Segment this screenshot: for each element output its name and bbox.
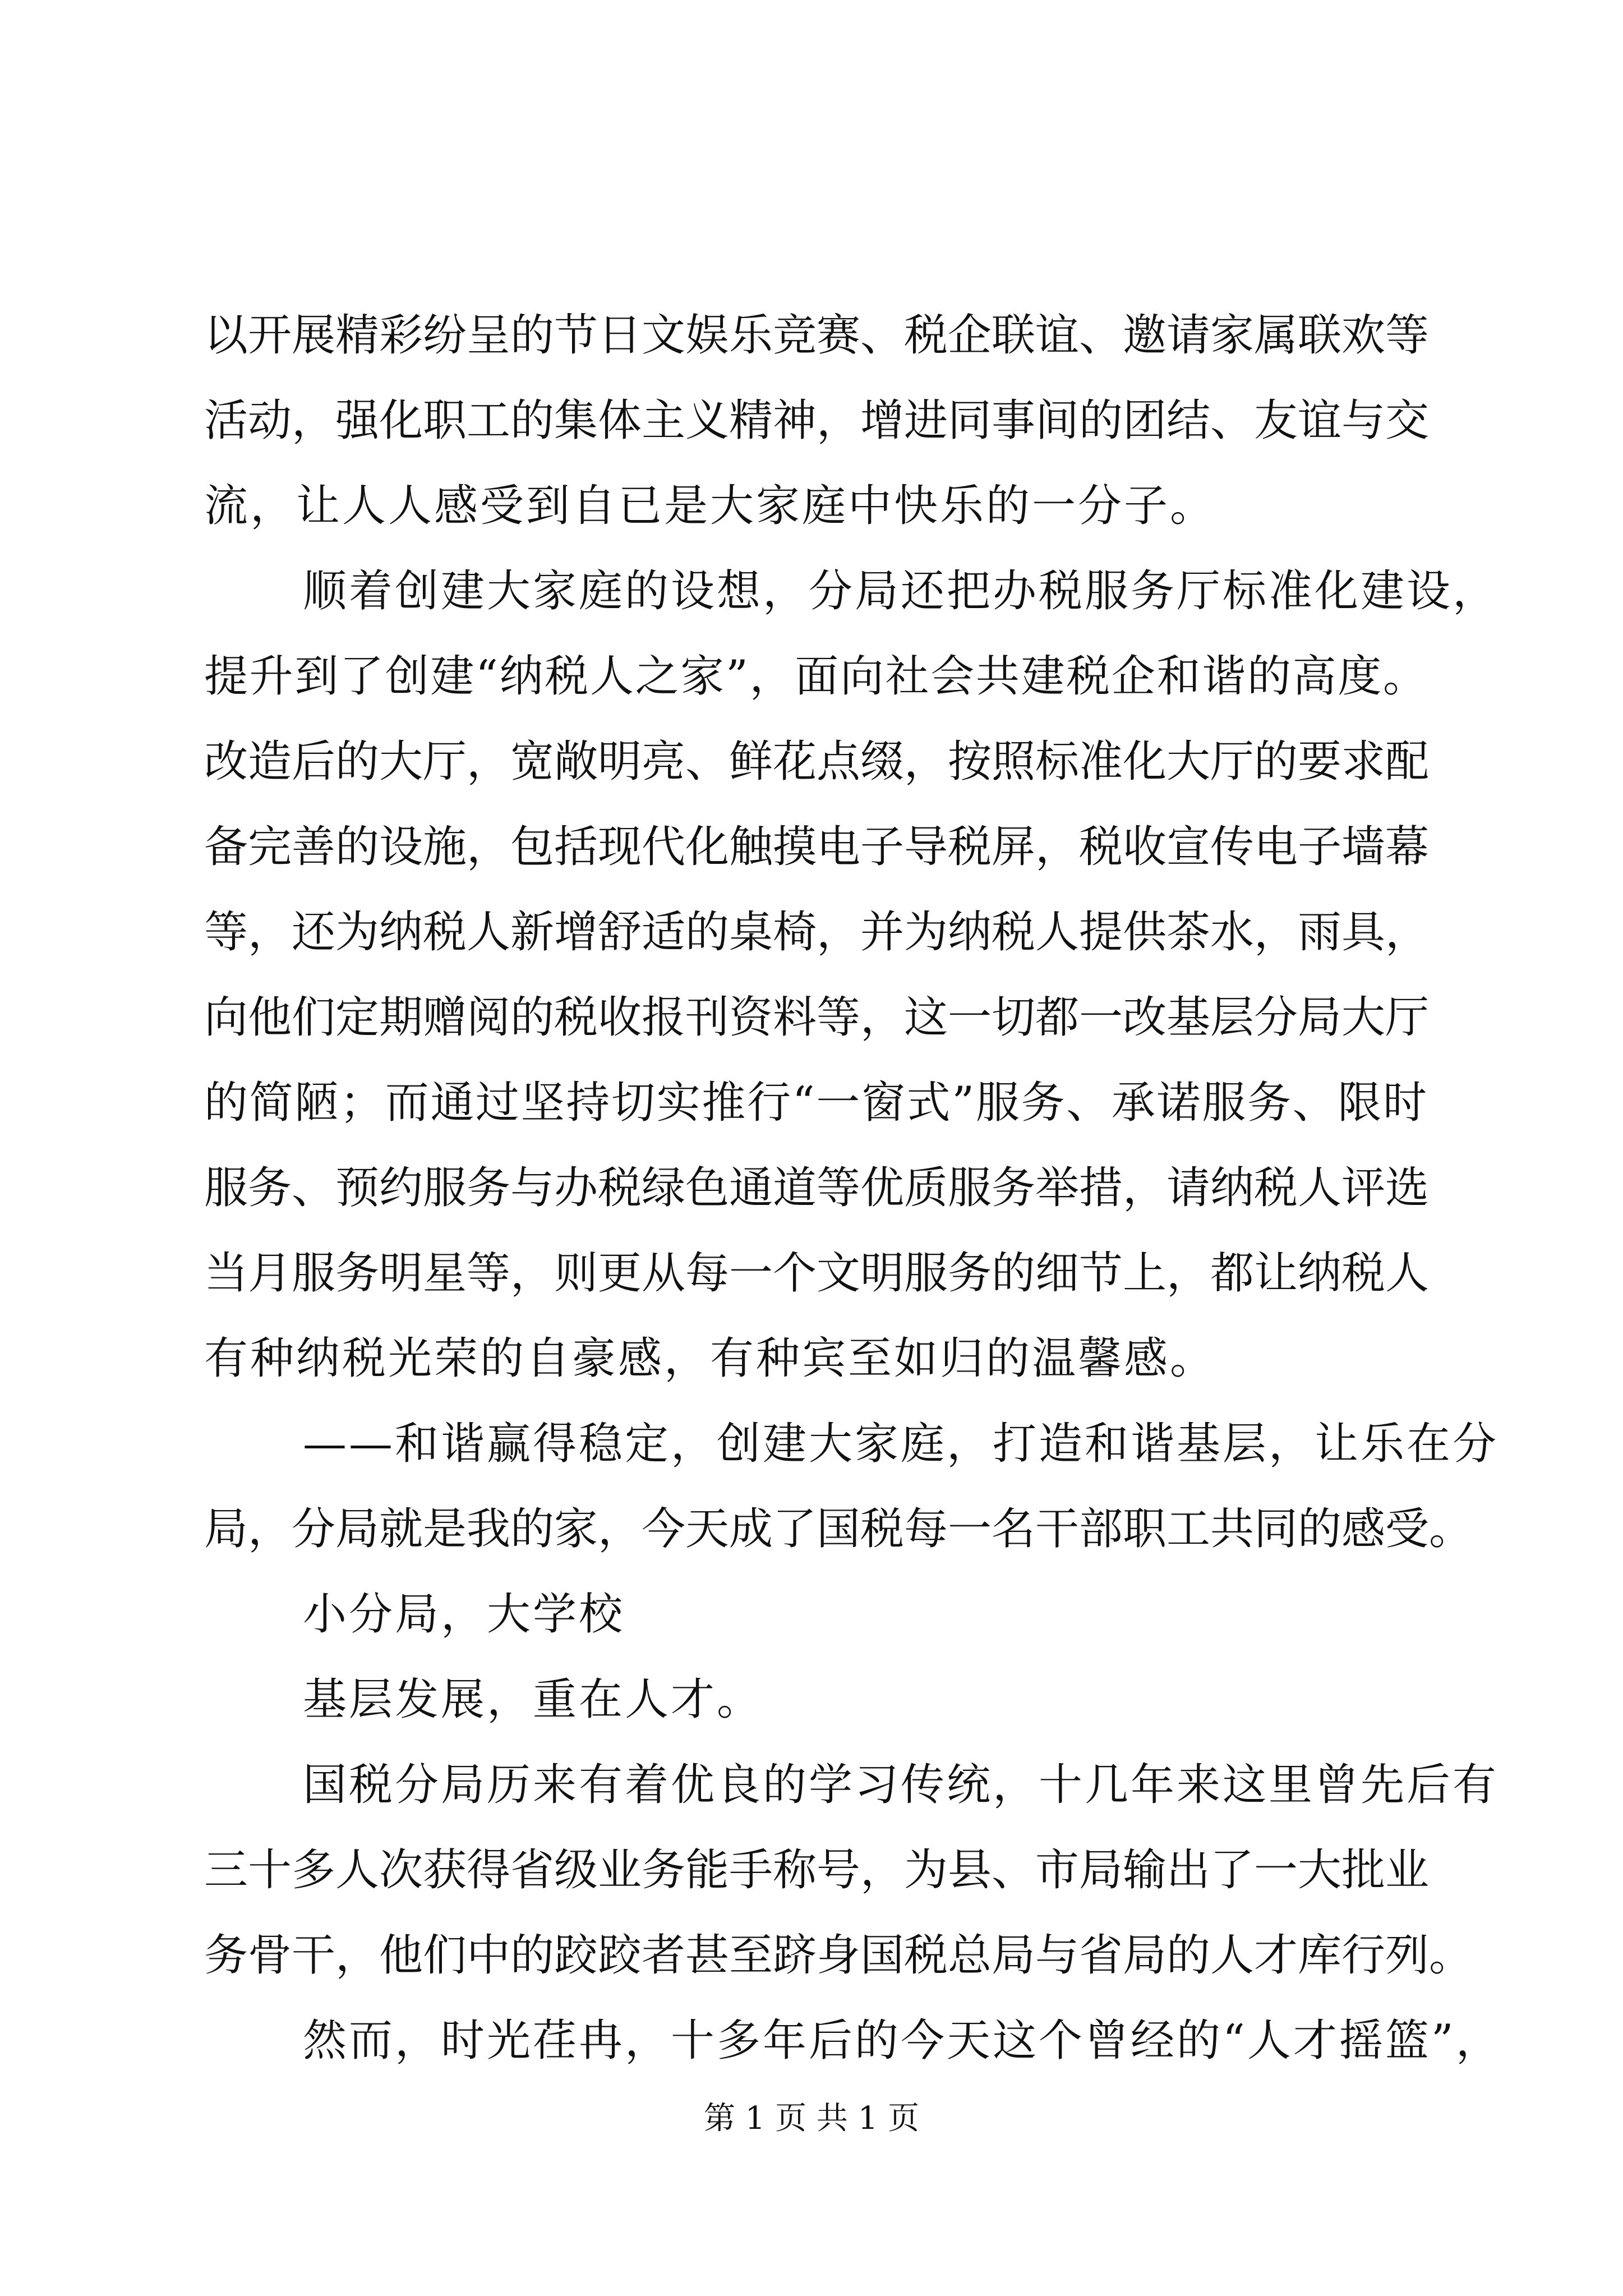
- text-line: 等，还为纳税人新增舒适的桌椅，并为纳税人提供茶水，雨具，: [204, 907, 1430, 958]
- page-footer: 第 1 页 共 1 页: [703, 2100, 920, 2137]
- text-line: 三十多人次获得省级业务能手称号，为县、市局输出了一大批业: [204, 1845, 1430, 1895]
- text-line: 改造后的大厅，宽敞明亮、鲜花点缀，按照标准化大厅的要求配: [204, 737, 1430, 787]
- paragraph-first-line: 顺着创建大家庭的设想，分局还把办税服务厅标准化建设，: [303, 566, 1499, 616]
- paragraph-first-line: 基层发展，重在人才。: [303, 1674, 763, 1725]
- text-line: 活动，强化职工的集体主义精神，增进同事间的团结、友谊与交: [204, 395, 1430, 446]
- text-line: 务骨干，他们中的跤跤者甚至跻身国税总局与省局的人才库行列。: [204, 1930, 1473, 1981]
- text-line: 服务、预约服务与办税绿色通道等优质服务举措，请纳税人评选: [204, 1163, 1430, 1213]
- text-line: 当月服务明星等，则更从每一个文明服务的细节上，都让纳税人: [204, 1248, 1430, 1299]
- text-line: 提升到了创建“纳税人之家”，面向社会共建税企和谐的高度。: [204, 651, 1427, 702]
- paragraph-first-line: ——和谐赢得稳定，创建大家庭，打造和谐基层，让乐在分: [303, 1419, 1499, 1469]
- text-line: 有种纳税光荣的自豪感，有种宾至如归的温馨感。: [204, 1333, 1216, 1384]
- paragraph-first-line: 国税分局历来有着优良的学习传统，十几年来这里曾先后有: [303, 1760, 1499, 1810]
- text-line: 流，让人人感受到自已是大家庭中快乐的一分子。: [204, 481, 1216, 531]
- text-line: 向他们定期赠阅的税收报刊资料等，这一切都一改基层分局大厅: [204, 992, 1430, 1043]
- text-line: 局，分局就是我的家，今天成了国税每一名干部职工共同的感受。: [204, 1504, 1473, 1554]
- section-heading: 小分局，大学校: [303, 1589, 625, 1640]
- text-line: 的简陋；而通过坚持切实推行“一窗式”服务、承诺服务、限时: [204, 1078, 1427, 1128]
- paragraph-first-line: 然而，时光荏冉，十多年后的今天这个曾经的“人才摇篮”，: [303, 2016, 1502, 2066]
- text-line: 以开展精彩纷呈的节日文娱乐竞赛、税企联谊、邀请家属联欢等: [204, 310, 1430, 361]
- text-line: 备完善的设施，包括现代化触摸电子导税屏，税收宣传电子墙幕: [204, 822, 1430, 872]
